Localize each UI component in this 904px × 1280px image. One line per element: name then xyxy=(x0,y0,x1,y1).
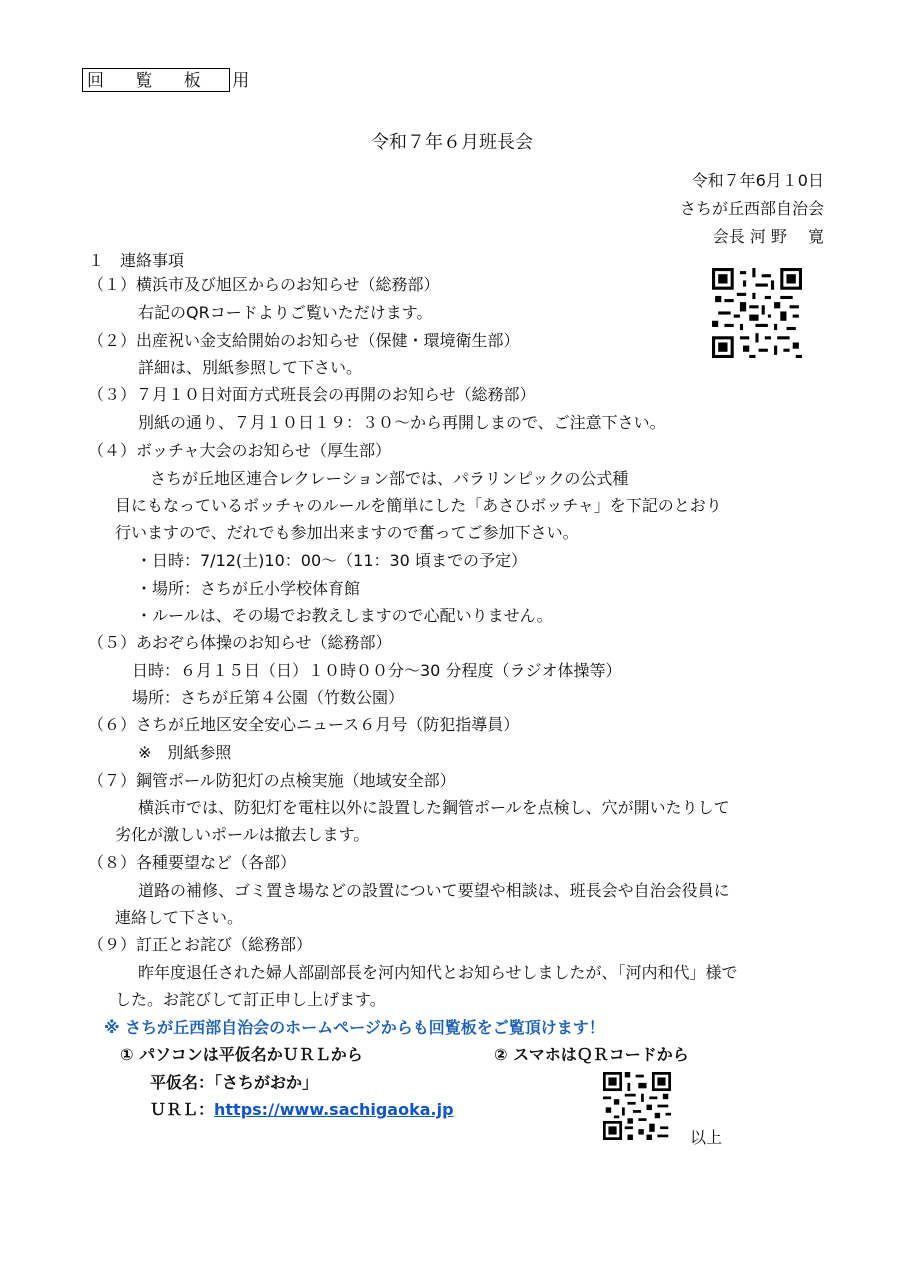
item-3-title: （３）７月１０日対面方式班長会の再開のお知らせ（総務部） xyxy=(88,385,536,404)
item-8-body-1: 道路の補修、ゴミ置き場などの設置について要望や相談は、班長会や自治会役員に xyxy=(138,881,730,900)
homepage-qr-code-icon[interactable] xyxy=(603,1072,671,1140)
item-3-body: 別紙の通り、７月１０日１９：３０～から再開しまので、ご注意下さい。 xyxy=(138,413,666,432)
section-title: １ 連絡事項 xyxy=(88,251,185,270)
qr-code-icon[interactable] xyxy=(712,268,802,358)
item-4-body-1: さちが丘地区連合レクレーション部では、パラリンピックの公式種 xyxy=(150,469,629,488)
item-2-title: （２）出産祝い金支給開始のお知らせ（保健・環境衛生部） xyxy=(88,331,520,350)
organization: さちが丘西部自治会 xyxy=(679,199,824,218)
item-4-title: （４）ボッチャ大会のお知らせ（厚生部） xyxy=(88,441,392,460)
item-9-body-2: した。お詫びして訂正申し上げます。 xyxy=(115,990,386,1009)
hiragana-name: 平仮名：「さちがおか」 xyxy=(150,1073,319,1092)
item-8-title: （８）各種要望など（各部） xyxy=(88,853,297,872)
issue-date: 令和７年6月１0日 xyxy=(691,171,824,190)
item-5-body-2: 場所：さちが丘第４公園（竹数公園） xyxy=(132,688,405,707)
circular-label: 回 覧 板 用 xyxy=(82,68,230,92)
homepage-link[interactable]: https://www.sachigaoka.jp xyxy=(214,1100,454,1119)
item-4-bullet-rules: ・ルールは、その場でお教えしますので心配いりません。 xyxy=(136,606,553,625)
url-row xyxy=(150,1098,454,1122)
phone-instruction: ② スマホはＱＲコードから xyxy=(494,1045,689,1064)
end-mark: 以上 xyxy=(690,1128,723,1147)
homepage-notice: ※ さちが丘西部自治会のホームページからも回覧板をご覧頂けます！ xyxy=(104,1018,605,1037)
item-4-body-2: 目にもなっているボッチャのルールを簡単にした「あさひボッチャ」を下記のとおり xyxy=(115,496,722,515)
url-label: ＵＲＬ： xyxy=(150,1100,215,1119)
page-title: 令和７年６月班長会 xyxy=(371,132,533,153)
item-2-body: 詳細は、別紙参照して下さい。 xyxy=(138,358,363,377)
item-1-title: （１）横浜市及び旭区からのお知らせ（総務部） xyxy=(88,275,440,294)
item-6-body: ※ 別紙参照 xyxy=(138,743,232,762)
item-5-title: （５）あおぞら体操のお知らせ（総務部） xyxy=(88,633,392,652)
item-9-body-1: 昨年度退任された婦人部副部長を河内知代とお知らせしましたが、「河内和代」様で xyxy=(138,963,738,982)
item-1-body: 右記のQRコードよりご覧いただけます。 xyxy=(138,303,433,322)
item-7-body-1: 横浜市では、防犯灯を電柱以外に設置した鋼管ポールを点検し、穴が開いたりして xyxy=(138,798,730,817)
item-4-bullet-place: ・場所：さちが丘小学校体育館 xyxy=(136,579,361,598)
item-8-body-2: 連絡して下さい。 xyxy=(115,908,244,927)
pc-instruction: ① パソコンは平仮名かＵＲＬから xyxy=(120,1045,363,1064)
item-9-title: （９）訂正とお詫び（総務部） xyxy=(88,935,313,954)
author: 会長 河 野 寛 xyxy=(712,227,824,246)
item-6-title: （６）さちが丘地区安全安心ニュース６月号（防犯指導員） xyxy=(88,715,520,734)
item-7-title: （７）鋼管ポール防犯灯の点検実施（地域安全部） xyxy=(88,771,456,790)
item-5-body-1: 日時：６月１５日（日）１０時００分～30 分程度（ラジオ体操等） xyxy=(132,661,622,680)
item-7-body-2: 劣化が激しいポールは撤去します。 xyxy=(115,825,370,844)
item-4-body-3: 行いますので、だれでも参加出来ますので奮ってご参加下さい。 xyxy=(115,523,579,542)
item-4-bullet-datetime: ・日時：7/12(土)10：00～（11：30 頃までの予定） xyxy=(136,551,527,570)
